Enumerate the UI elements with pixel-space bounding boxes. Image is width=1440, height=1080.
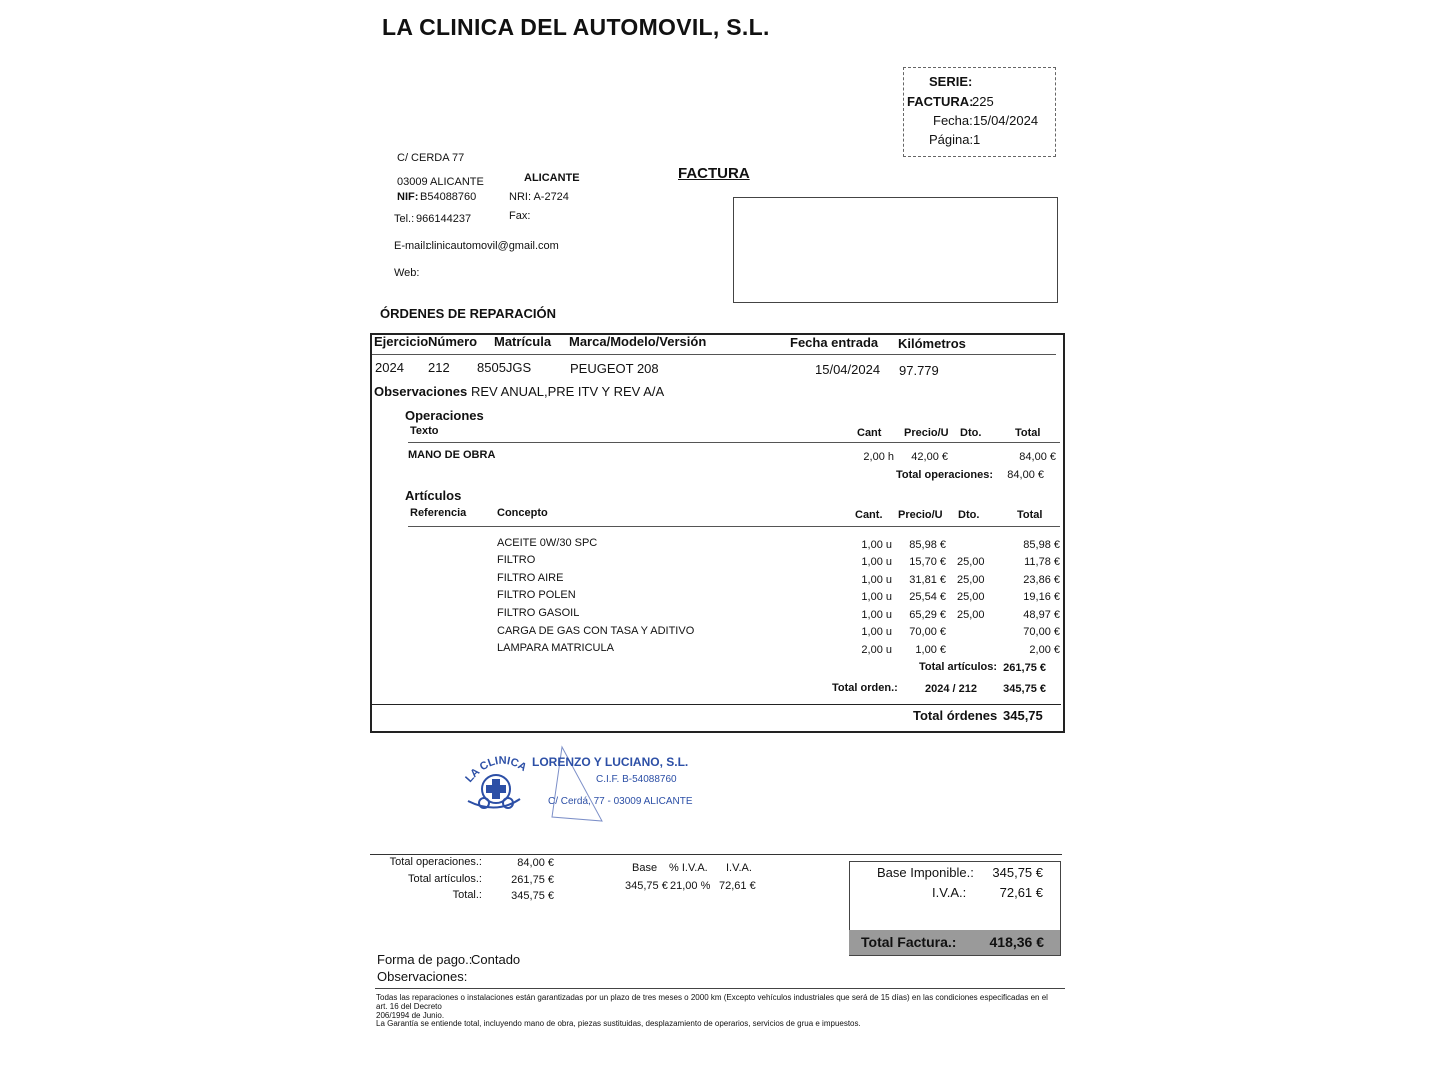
tax-pct-value: 21,00 % <box>670 880 711 892</box>
total-operaciones-label: Total operaciones: <box>896 469 993 481</box>
observaciones-value: REV ANUAL,PRE ITV Y REV A/A <box>471 384 665 399</box>
bottom-operaciones-value: 84,00 € <box>517 857 554 869</box>
col-header-kilometros: Kilómetros <box>898 336 966 351</box>
operaciones-title: Operaciones <box>405 408 484 423</box>
art-row-precio: 65,29 € <box>909 609 946 621</box>
orders-heading: ÓRDENES DE REPARACIÓN <box>380 306 557 321</box>
order-ejercicio: 2024 <box>375 360 404 375</box>
col-header-marca: Marca/Modelo/Versión <box>569 334 707 349</box>
op-row-precio: 42,00 € <box>911 451 948 463</box>
bottom-articulos-value: 261,75 € <box>511 874 554 886</box>
total-articulos-value: 261,75 € <box>1003 662 1046 674</box>
summary-total-label: Total Factura.: <box>861 934 957 950</box>
op-header-total: Total <box>1015 427 1041 439</box>
forma-pago-value: Contado <box>471 952 521 967</box>
sender-address: C/ CERDA 77 <box>397 152 465 164</box>
summary-iva-label: I.V.A.: <box>932 885 967 900</box>
tax-base-value: 345,75 € <box>625 880 668 892</box>
art-row-dto: 25,00 <box>957 609 985 621</box>
op-row-cant: 2,00 h <box>863 451 894 463</box>
art-row-concepto: ACEITE 0W/30 SPC <box>497 537 598 549</box>
stamp-company: LORENZO Y LUCIANO, S.L. <box>532 755 689 769</box>
op-header-precio: Precio/U <box>904 427 949 439</box>
art-row-cant: 1,00 u <box>861 539 892 551</box>
observaciones-label: Observaciones <box>374 384 468 399</box>
op-row-texto: MANO DE OBRA <box>408 449 496 461</box>
fecha-label: Fecha: <box>933 113 973 128</box>
col-header-numero: Número <box>428 334 478 349</box>
tel-value: 966144237 <box>416 213 472 225</box>
op-header-dto: Dto. <box>960 427 982 439</box>
art-row-concepto: FILTRO AIRE <box>497 572 564 584</box>
total-ordenes-value: 345,75 <box>1003 708 1043 723</box>
art-row-cant: 1,00 u <box>861 574 892 586</box>
art-header-dto: Dto. <box>958 509 980 521</box>
total-orden-ref: 2024 / 212 <box>925 683 977 695</box>
summary-total-value: 418,36 € <box>989 934 1044 950</box>
stamp-cif: C.I.F. B-54088760 <box>596 774 677 785</box>
op-header-cant: Cant <box>857 427 882 439</box>
tax-base-header: Base <box>632 862 658 874</box>
art-row-precio: 85,98 € <box>909 539 946 551</box>
legal-text-2: 206/1994 de Junio. <box>376 1011 445 1020</box>
document-title: FACTURA <box>678 165 750 182</box>
art-row-total: 70,00 € <box>1023 626 1060 638</box>
summary-base-value: 345,75 € <box>992 865 1043 880</box>
forma-pago-label: Forma de pago.: <box>377 952 473 967</box>
bottom-articulos-label: Total artículos.: <box>408 873 482 885</box>
art-row-precio: 70,00 € <box>909 626 946 638</box>
factura-label: FACTURA: <box>907 94 974 109</box>
art-row-precio: 15,70 € <box>909 556 946 568</box>
stamp-address: C/ Cerdá, 77 - 03009 ALICANTE <box>548 796 693 807</box>
col-header-matricula: Matrícula <box>494 334 552 349</box>
legal-divider <box>375 988 1065 989</box>
art-row-concepto: FILTRO GASOIL <box>497 607 580 619</box>
legal-text-3: La Garantía se entiende total, incluyendo mano de obra, piezas sustituidas, desplazamiento de operarios, servicios de grua e impuestos. <box>376 1019 861 1028</box>
pagina-value: 1 <box>973 132 981 147</box>
total-orden-label: Total orden.: <box>832 682 898 694</box>
order-kilometros: 97.779 <box>899 363 939 378</box>
op-header-divider <box>408 442 1060 443</box>
art-row-cant: 2,00 u <box>861 644 892 656</box>
summary-iva-value: 72,61 € <box>999 885 1043 900</box>
order-marca: PEUGEOT 208 <box>570 361 659 376</box>
art-row-precio: 25,54 € <box>909 591 946 603</box>
art-row-dto: 25,00 <box>957 574 985 586</box>
factura-number: 225 <box>972 94 994 109</box>
tax-iva-header: I.V.A. <box>726 862 752 874</box>
art-row-concepto: LAMPARA MATRICULA <box>497 642 614 654</box>
art-row-concepto: CARGA DE GAS CON TASA Y ADITIVO <box>497 625 695 637</box>
sender-postal-city: 03009 ALICANTE <box>397 176 484 188</box>
email-value: clinicautomovil@gmail.com <box>426 240 559 252</box>
art-row-total: 85,98 € <box>1023 539 1060 551</box>
op-row-total: 84,00 € <box>1019 451 1056 463</box>
order-numero: 212 <box>428 360 450 375</box>
nif-value: B54088760 <box>420 191 477 203</box>
col-header-ejercicio: Ejercicio <box>374 334 429 349</box>
stamp-arc-text: LA CLINICA <box>463 754 529 785</box>
fax-label: Fax: <box>509 210 531 222</box>
client-address-box <box>733 197 1058 303</box>
art-row-total: 2,00 € <box>1029 644 1060 656</box>
bottom-total-label: Total.: <box>452 889 482 901</box>
fecha-value: 15/04/2024 <box>973 113 1039 128</box>
tax-pct-header: % I.V.A. <box>669 862 708 874</box>
sender-nri: NRI: A-2724 <box>509 191 569 203</box>
total-orden-value: 345,75 € <box>1003 683 1046 695</box>
art-row-dto: 25,00 <box>957 591 985 603</box>
col-header-fecha-entrada: Fecha entrada <box>790 335 879 350</box>
sender-province: ALICANTE <box>524 172 580 184</box>
total-ordenes-label: Total órdenes <box>913 708 998 723</box>
payment-observaciones-label: Observaciones: <box>377 969 468 984</box>
serie-label: SERIE: <box>929 74 973 89</box>
email-label: E-mail: <box>394 240 429 252</box>
art-row-total: 48,97 € <box>1023 609 1060 621</box>
tel-label: Tel.: <box>394 213 415 225</box>
legal-text-1: Todas las reparaciones o instalaciones están garantizadas por un plazo de tres meses o 2000 km (Excepto vehículos industriales que será de 15 días) en las condiciones especificadas en el art. 16 del Decreto <box>376 993 1048 1011</box>
company-stamp <box>462 745 693 827</box>
nif-label: NIF: <box>397 191 419 203</box>
art-row-total: 19,16 € <box>1023 591 1060 603</box>
art-header-concepto: Concepto <box>497 507 548 519</box>
order-header-divider <box>372 354 1056 355</box>
bottom-total-value: 345,75 € <box>511 890 554 902</box>
bottom-operaciones-label: Total operaciones.: <box>389 856 482 868</box>
art-header-precio: Precio/U <box>898 509 943 521</box>
totals-top-divider <box>370 854 1062 855</box>
pagina-label: Página: <box>929 132 974 147</box>
art-row-precio: 1,00 € <box>915 644 946 656</box>
order-fecha-entrada: 15/04/2024 <box>815 362 881 377</box>
art-header-referencia: Referencia <box>410 507 467 519</box>
art-row-dto: 25,00 <box>957 556 985 568</box>
orders-total-divider <box>372 704 1061 705</box>
op-header-texto: Texto <box>410 425 439 437</box>
articulos-title: Artículos <box>405 488 462 503</box>
art-header-cant: Cant. <box>855 509 883 521</box>
art-header-total: Total <box>1017 509 1043 521</box>
art-row-precio: 31,81 € <box>909 574 946 586</box>
order-matricula: 8505JGS <box>477 360 532 375</box>
art-row-cant: 1,00 u <box>861 591 892 603</box>
company-name: LA CLINICA DEL AUTOMOVIL, S.L. <box>382 14 770 40</box>
art-row-cant: 1,00 u <box>861 609 892 621</box>
total-articulos-label: Total artículos: <box>919 661 998 673</box>
tax-iva-value: 72,61 € <box>719 880 756 892</box>
art-row-total: 11,78 € <box>1024 556 1060 568</box>
web-label: Web: <box>394 267 420 279</box>
art-row-concepto: FILTRO POLEN <box>497 589 576 601</box>
art-row-concepto: FILTRO <box>497 554 536 566</box>
summary-base-label: Base Imponible.: <box>877 865 974 880</box>
art-row-total: 23,86 € <box>1023 574 1060 586</box>
art-row-cant: 1,00 u <box>861 556 892 568</box>
total-operaciones-value: 84,00 € <box>1007 469 1044 481</box>
art-header-divider <box>408 526 1060 527</box>
art-row-cant: 1,00 u <box>861 626 892 638</box>
